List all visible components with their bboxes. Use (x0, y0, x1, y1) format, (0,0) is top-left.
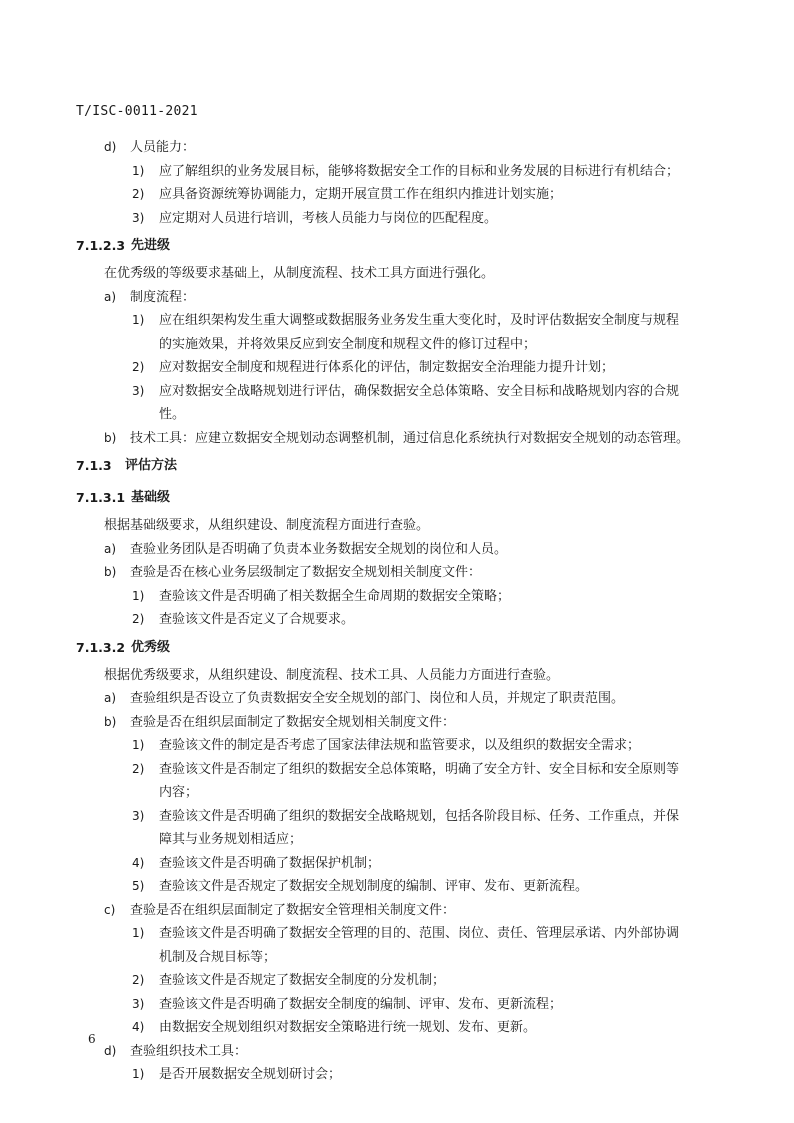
text-line (0, 309, 794, 333)
line-text: 查验业务团队是否明确了负责本业务数据安全规划的岗位和人员。 (130, 541, 508, 557)
list-marker: 1) (132, 738, 145, 752)
text-line (0, 1040, 794, 1064)
text-line (0, 664, 794, 688)
line-text: 根据基础级要求，从组织建设、制度流程方面进行查验。 (104, 518, 430, 533)
page-number: 6 (88, 1032, 96, 1046)
line-text: 应对数据安全制度和规程进行体系化的评估，制定数据安全治理能力提升计划； (159, 360, 615, 375)
list-marker: 2) (132, 360, 145, 374)
text-line (0, 160, 794, 184)
list-marker: b) (104, 565, 117, 579)
text-line (0, 207, 794, 231)
list-marker: 4) (132, 855, 145, 870)
text-line (0, 828, 794, 852)
list-marker: a) (104, 541, 117, 556)
text-line (0, 585, 794, 609)
text-line (0, 711, 794, 735)
list-marker: b) (104, 714, 117, 729)
line-text: 查验该文件是否明确了组织的数据安全战略规划，包括各阶段目标、任务、工作重点，并保 (159, 808, 680, 824)
line-text: 查验组织技术工具： (130, 1043, 248, 1059)
text-line (0, 514, 794, 538)
line-text: 技术工具：应建立数据安全规划动态调整机制，通过信息化系统执行对数据安全规划的动态管理。 (130, 430, 690, 446)
text-line (0, 183, 794, 207)
list-marker: a) (104, 691, 117, 705)
list-marker: 1) (132, 313, 145, 327)
line-text: 机制及合规目标等； (159, 949, 277, 965)
list-marker: 2) (132, 612, 145, 626)
text-line (0, 899, 794, 923)
line-text: 性。 (159, 407, 186, 422)
text-line (0, 969, 794, 993)
section-title: 先进级 (131, 238, 171, 253)
text-line (0, 561, 794, 585)
section-number: 7.1.3.1 (76, 490, 126, 505)
text-line (0, 356, 794, 380)
text-line (0, 781, 794, 805)
list-marker: 1) (132, 926, 145, 940)
line-text: 查验组织是否设立了负责数据安全安全规划的部门、岗位和人员，并规定了职责范围。 (130, 691, 625, 706)
section-title: 评估方法 (125, 458, 178, 473)
line-text: 查验该文件是否定义了合规要求。 (159, 612, 355, 627)
text-line (0, 286, 794, 310)
line-text: 查验该文件是否规定了数据安全制度的分发机制； (159, 973, 446, 988)
list-marker: b) (104, 430, 117, 445)
text-line (0, 1063, 794, 1087)
list-marker: 1) (132, 163, 145, 178)
line-text: 内容； (159, 785, 199, 800)
list-marker: 4) (132, 1020, 145, 1034)
section-heading (0, 482, 794, 514)
list-marker: 1) (132, 1067, 145, 1081)
line-text: 应对数据安全战略规划进行评估，确保数据安全总体策略、安全目标和战略规划内容的合规 (159, 383, 680, 399)
document-body (0, 136, 794, 1087)
list-marker: d) (104, 140, 117, 154)
section-heading (0, 632, 794, 664)
list-marker: 2) (132, 761, 145, 776)
line-text: 查验该文件是否规定了数据安全规划制度的编制、评审、发布、更新流程。 (159, 879, 589, 894)
text-line (0, 427, 794, 451)
line-text: 查验该文件是否明确了数据安全管理的目的、范围、岗位、责任、管理层承诺、内外部协调 (159, 926, 680, 941)
line-text: 应了解组织的业务发展目标，能够将数据安全工作的目标和业务发展的目标进行有机结合； (159, 163, 680, 179)
document-id: T/ISC-0011-2021 (76, 104, 198, 119)
line-text: 查验是否在组织层面制定了数据安全管理相关制度文件： (130, 902, 456, 918)
line-text: 查验该文件是否明确了数据保护机制； (159, 855, 381, 871)
line-text: 的实施效果，并将效果反应到安全制度和规程文件的修订过程中； (159, 336, 537, 352)
line-text: 根据优秀级要求，从组织建设、制度流程、技术工具、人员能力方面进行查验。 (104, 667, 560, 683)
line-text: 在优秀级的等级要求基础上，从制度流程、技术工具方面进行强化。 (104, 266, 495, 281)
text-line (0, 734, 794, 758)
list-marker: c) (104, 902, 116, 917)
text-line (0, 608, 794, 632)
line-text: 应定期对人员进行培训，考核人员能力与岗位的匹配程度。 (159, 210, 498, 226)
list-marker: d) (104, 1043, 117, 1058)
text-line (0, 993, 794, 1017)
text-line (0, 805, 794, 829)
list-marker: 3) (132, 808, 145, 823)
line-text: 由数据安全规划组织对数据安全策略进行统一规划、发布、更新。 (159, 1020, 537, 1035)
line-text: 人员能力： (130, 140, 196, 155)
list-marker: 3) (132, 210, 145, 225)
section-heading (0, 450, 794, 482)
list-marker: 1) (132, 588, 145, 603)
list-marker: 3) (132, 996, 145, 1011)
text-line (0, 922, 794, 946)
list-marker: 3) (132, 383, 145, 398)
list-marker: 2) (132, 973, 145, 987)
line-text: 查验该文件是否制定了组织的数据安全总体策略，明确了安全方针、安全目标和安全原则等 (159, 761, 680, 777)
list-marker: 5) (132, 879, 145, 893)
text-line (0, 852, 794, 876)
section-title: 基础级 (131, 490, 171, 505)
text-line (0, 262, 794, 286)
text-line (0, 1016, 794, 1040)
text-line (0, 758, 794, 782)
line-text: 查验是否在核心业务层级制定了数据安全规划相关制度文件： (130, 565, 482, 580)
line-text: 应在组织架构发生重大调整或数据服务业务发生重大变化时，及时评估数据安全制度与规程 (159, 313, 680, 328)
line-text: 查验该文件的制定是否考虑了国家法律法规和监管要求，以及组织的数据安全需求； (159, 738, 641, 753)
text-line (0, 136, 794, 160)
section-title: 优秀级 (131, 639, 171, 655)
section-number: 7.1.3 (76, 458, 112, 473)
section-heading (0, 230, 794, 262)
text-line (0, 333, 794, 357)
text-line (0, 875, 794, 899)
line-text: 查验是否在组织层面制定了数据安全规划相关制度文件： (130, 714, 456, 730)
line-text: 查验该文件是否明确了数据安全制度的编制、评审、发布、更新流程； (159, 996, 563, 1012)
list-marker: 2) (132, 187, 145, 201)
text-line (0, 946, 794, 970)
section-number: 7.1.3.2 (76, 639, 126, 655)
line-text: 查验该文件是否明确了相关数据全生命周期的数据安全策略； (159, 588, 511, 604)
line-text: 应具备资源统筹协调能力，定期开展宣贯工作在组织内推进计划实施； (159, 187, 563, 202)
line-text: 制度流程： (130, 289, 196, 305)
section-number: 7.1.2.3 (76, 238, 126, 253)
text-line (0, 403, 794, 427)
line-text: 是否开展数据安全规划研讨会； (159, 1067, 342, 1082)
list-marker: a) (104, 289, 117, 304)
line-text: 障其与业务规划相适应； (159, 832, 303, 847)
text-line (0, 380, 794, 404)
text-line (0, 538, 794, 562)
text-line (0, 687, 794, 711)
